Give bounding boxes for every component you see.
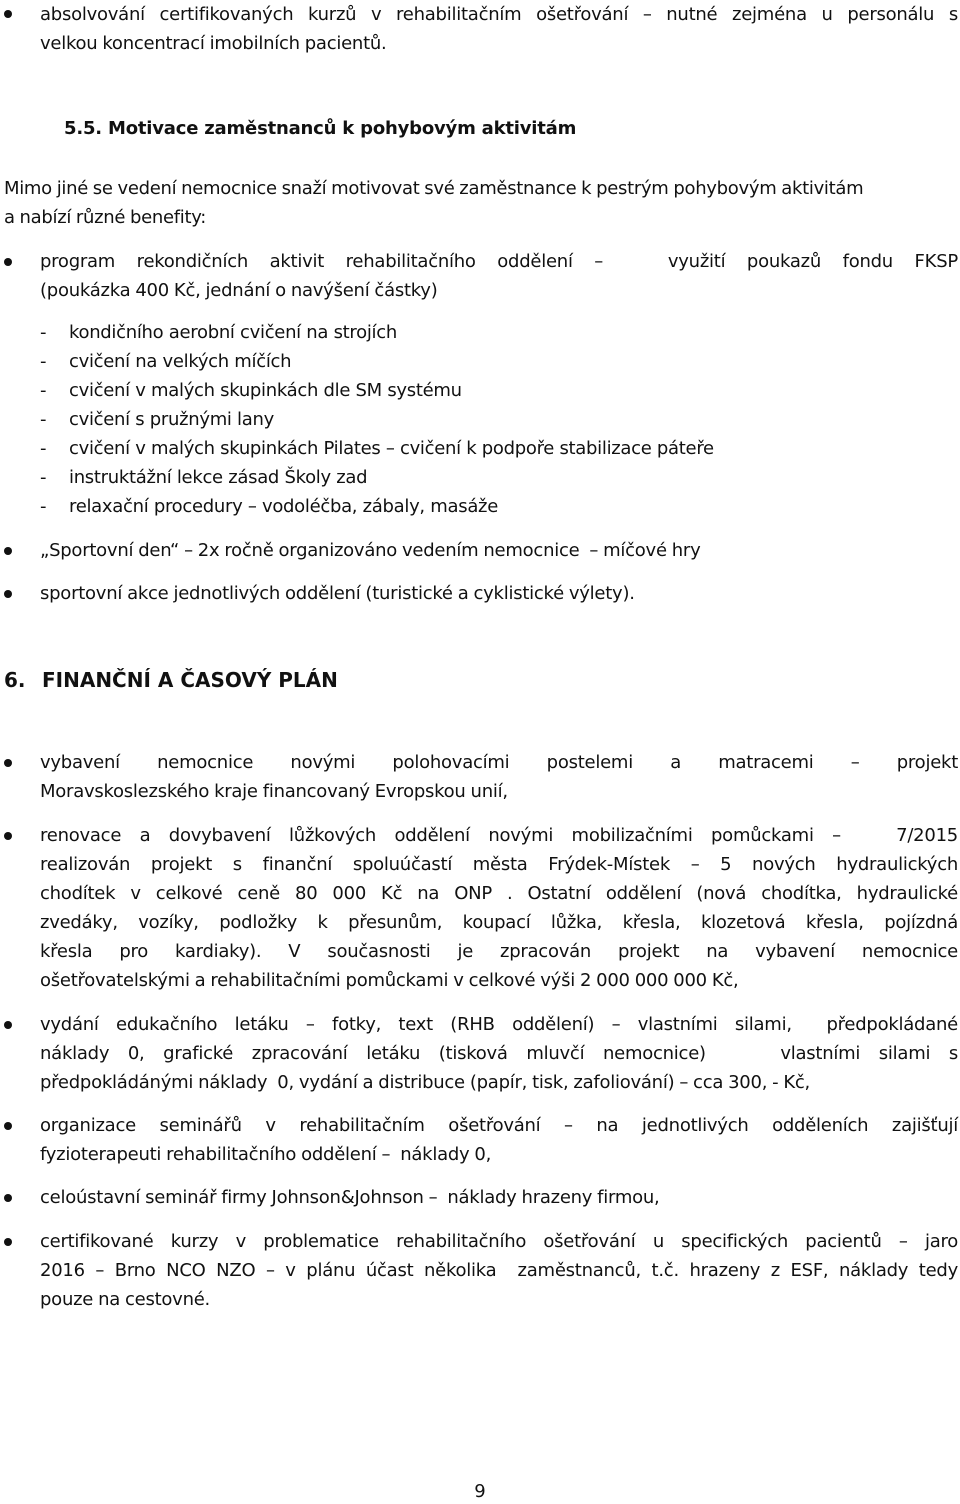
activity-label: cvičení v malých skupinkách dle SM systému: [69, 380, 462, 401]
section-title: Motivace zaměstnanců k pohybovým aktivitám: [108, 118, 577, 139]
text-line: 2016 – Brno NCO NZO – v plánu účast několika zaměstnanců, t.č. hrazeny z ESF, náklady tedy: [40, 1260, 958, 1281]
activity-label: cvičení na velkých míčích: [69, 351, 292, 372]
activity-label: kondičního aerobní cvičení na strojích: [69, 322, 397, 343]
text-line: náklady 0, grafické zpracování letáku (tisková mluvčí nemocnice) vlastními silami s: [40, 1043, 958, 1064]
dash-marker: -: [40, 438, 47, 459]
text-line: organizace seminářů v rehabilitačním ošetřování – na jednotlivých odděleních zajišťují: [40, 1115, 958, 1136]
section-number: 5.5.: [64, 118, 102, 139]
section-heading-6: [4, 664, 338, 696]
activities-list: [40, 318, 940, 521]
text-line: „Sportovní den“ – 2x ročně organizováno vedením nemocnice – míčové hry: [40, 540, 701, 561]
text-line: vybavení nemocnice novými polohovacími postelemi a matracemi – projekt: [40, 752, 958, 773]
dash-marker: -: [40, 351, 47, 372]
list-item: [40, 347, 940, 376]
bullet-icon: [4, 1194, 12, 1202]
list-item: [40, 405, 940, 434]
list-item: [40, 376, 940, 405]
dash-marker: -: [40, 467, 47, 488]
text-line: fyzioterapeuti rehabilitačního oddělení – náklady 0,: [40, 1144, 492, 1165]
text-line: pouze na cestovné.: [40, 1289, 211, 1310]
bullet-icon: [4, 1122, 12, 1130]
list-item: [40, 492, 940, 521]
bullet-icon: [4, 590, 12, 598]
activity-label: instruktážní lekce zásad Školy zad: [69, 467, 368, 488]
text-line: vydání edukačního letáku – fotky, text (RHB oddělení) – vlastními silami, předpokládané: [40, 1014, 958, 1035]
dash-marker: -: [40, 409, 47, 430]
text-line: Mimo jiné se vedení nemocnice snaží motivovat své zaměstnance k pestrým pohybovým aktivitám: [4, 178, 864, 199]
activity-label: relaxační procedury – vodoléčba, zábaly, masáže: [69, 496, 498, 517]
text-line: předpokládánými náklady 0, vydání a distribuce (papír, tisk, zafoliování) – cca 300, - Kč,: [40, 1072, 811, 1093]
text-line: realizován projekt s finanční spoluúčastí města Frýdek-Místek – 5 nových hydraulických: [40, 854, 958, 875]
dash-marker: -: [40, 322, 47, 343]
activity-label: cvičení v malých skupinkách Pilates – cvičení k podpoře stabilizace páteře: [69, 438, 714, 459]
text-line: chodítek v celkové ceně 80 000 Kč na ONP . Ostatní oddělení (nová chodítka, hydraulické: [40, 883, 958, 904]
text-line: a nabízí různé benefity:: [4, 207, 207, 228]
bullet-icon: [4, 547, 12, 555]
section-number: 6.: [4, 668, 26, 692]
text-line: (poukázka 400 Kč, jednání o navýšení částky): [40, 280, 438, 301]
intro-paragraph: [4, 174, 958, 232]
text-line: program rekondičních aktivit rehabilitačního oddělení – využití poukazů fondu FKSP: [40, 251, 958, 272]
bullet-icon: [4, 759, 12, 767]
bullet-icon: [4, 258, 12, 266]
text-line: absolvování certifikovaných kurzů v rehabilitačním ošetřování – nutné zejména u personálu s: [40, 4, 958, 25]
text-line: celoústavní seminář firmy Johnson&Johnson – náklady hrazeny firmou,: [40, 1187, 660, 1208]
text-line: zvedáky, vozíky, podložky k přesunům, koupací lůžka, křesla, klozetová křesla, pojízdná: [40, 912, 958, 933]
text-line: křesla pro kardiaky). V současnosti je zpracován projekt na vybavení nemocnice: [40, 941, 958, 962]
text-line: velkou koncentrací imobilních pacientů.: [40, 33, 387, 54]
bullet-icon: [4, 832, 12, 840]
activity-label: cvičení s pružnými lany: [69, 409, 274, 430]
text-line: certifikované kurzy v problematice rehabilitačního ošetřování u specifických pacientů – jaro: [40, 1231, 958, 1252]
dash-marker: -: [40, 380, 47, 401]
text-line: renovace a dovybavení lůžkových oddělení novými mobilizačními pomůckami – 7/2015: [40, 825, 958, 846]
section-heading-5-5: [64, 114, 576, 144]
page-number: 9: [474, 1481, 486, 1502]
bullet-icon: [4, 1238, 12, 1246]
text-line: sportovní akce jednotlivých oddělení (turistické a cyklistické výlety).: [40, 583, 635, 604]
text-line: ošetřovatelskými a rehabilitačními pomůckami v celkové výši 2 000 000 000 Kč,: [40, 970, 739, 991]
list-item: [40, 463, 940, 492]
bullet-icon: [4, 1021, 12, 1029]
list-item: [40, 434, 940, 463]
text-line: Moravskoslezského kraje financovaný Evropskou unií,: [40, 781, 508, 802]
bullet-icon: [4, 10, 12, 18]
section-title: FINANČNÍ A ČASOVÝ PLÁN: [42, 668, 338, 692]
dash-marker: -: [40, 496, 47, 517]
list-item: [40, 318, 940, 347]
